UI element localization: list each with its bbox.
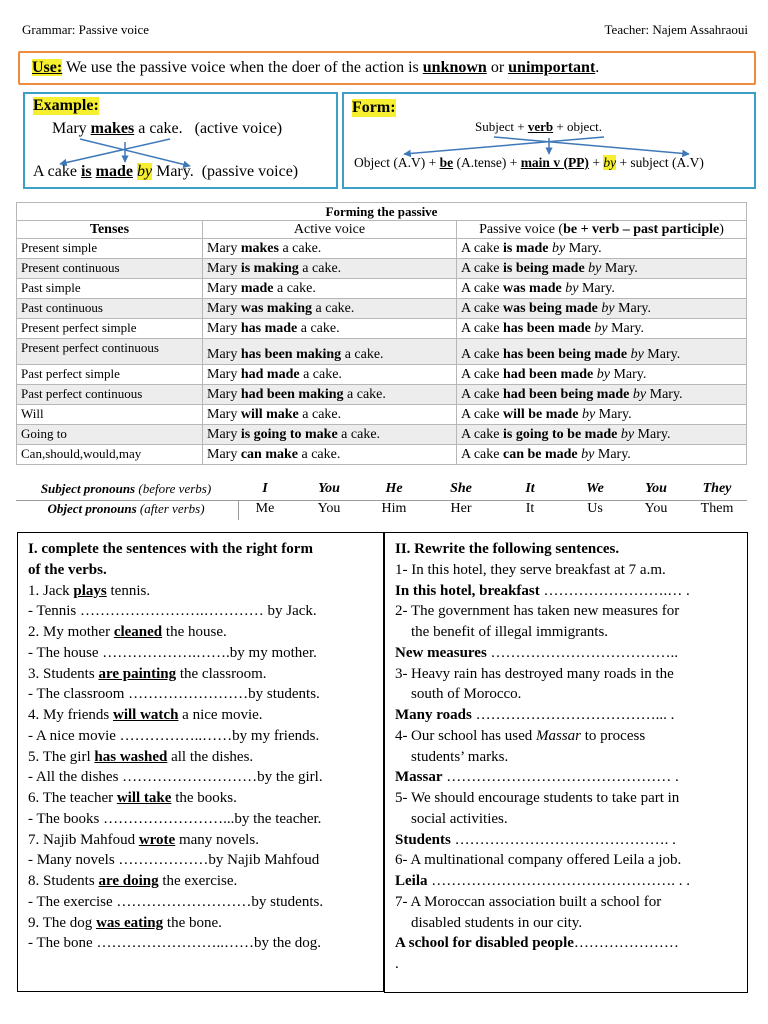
tense-name: Past simple	[17, 279, 203, 299]
tense-name: Can,should,would,may	[17, 445, 203, 465]
passive-verb: had been being made	[502, 387, 630, 402]
sentence-end: a nice movie.	[182, 707, 263, 723]
sentence-start: 2. My mother	[28, 624, 111, 640]
exercise-2-answer-line[interactable]	[395, 643, 747, 664]
exercise-2-sentence	[395, 664, 747, 685]
passive-by: by	[594, 321, 608, 336]
table-row	[17, 365, 747, 385]
table-row	[17, 339, 747, 365]
subject-pronouns-label: Subject pronouns (before verbs)	[40, 481, 212, 496]
active-example	[203, 239, 457, 259]
answer-prompt: Massar	[395, 769, 443, 786]
sentence-text: Heavy rain has destroyed many roads in the	[411, 665, 674, 682]
passive-verb: is being made	[502, 261, 585, 276]
example-arrows	[25, 94, 340, 191]
sentence-start: 6. The teacher	[28, 790, 114, 806]
example-passive-be: is	[80, 163, 92, 180]
object-pronoun: Him	[381, 501, 407, 516]
exercise-1-answer-line[interactable]: - The house ……………….…….by my mother.	[28, 644, 317, 661]
exercise-1-sentence	[28, 622, 383, 643]
passive-verb: had been made	[502, 367, 594, 382]
sentence-start: 7. Najib Mahfoud	[28, 831, 136, 848]
sentence-verb: will watch	[113, 707, 179, 723]
passive-verb: was made	[502, 281, 562, 296]
object-pronouns-row	[16, 500, 747, 519]
table-caption: Forming the passive	[17, 203, 747, 221]
exercise-1-title-cont: of the verbs.	[28, 561, 107, 578]
exercise-1-sentence	[28, 705, 383, 726]
subject-pronoun: We	[586, 481, 604, 496]
tense-name: Present perfect simple	[17, 319, 203, 339]
sentence-text-start: Our school has used	[411, 727, 536, 744]
answer-blank[interactable]: ………………………………..	[486, 644, 679, 661]
passive-subject: A cake	[461, 281, 500, 296]
table-header-tenses: Tenses	[17, 221, 203, 239]
active-subject: Mary	[207, 281, 238, 296]
active-object: a cake.	[347, 387, 386, 402]
example-passive-participle: made	[95, 163, 133, 180]
exercise-2-sentence	[395, 601, 747, 622]
arrow-form-object	[404, 137, 604, 154]
answer-blank[interactable]: ……………………………………… .	[442, 769, 679, 786]
sentence-start: 8. Students	[28, 873, 95, 889]
table-row	[17, 445, 747, 465]
subject-pronoun: It	[525, 481, 535, 496]
exercise-1-sentence	[28, 871, 383, 892]
table-row	[17, 425, 747, 445]
exercise-1-title: I. complete the sentences with the right form	[28, 541, 313, 557]
sentence-text-italic: Massar	[535, 727, 581, 744]
passive-agent: Mary.	[568, 241, 602, 256]
table-row	[17, 319, 747, 339]
answer-blank[interactable]: …………………….… .	[539, 582, 690, 599]
sentence-start: 9. The dog	[28, 914, 93, 931]
object-pronoun: Us	[587, 501, 603, 516]
sentence-end: the bone.	[166, 914, 222, 931]
active-subject: Mary	[207, 407, 238, 422]
answer-prompt: Leila	[395, 873, 428, 889]
sentence-verb: was eating	[96, 914, 164, 931]
subject-pronoun: They	[702, 481, 732, 496]
active-example	[203, 385, 457, 405]
passive-subject: A cake	[461, 261, 500, 276]
table-row	[17, 279, 747, 299]
exercise-2-sentence: 7- A Moroccan association built a school for	[395, 893, 662, 910]
active-object: a cake.	[301, 447, 341, 462]
sentence-verb: cleaned	[113, 624, 163, 640]
sentence-start: 3. Students	[28, 665, 95, 682]
example-active-subject: Mary	[52, 120, 87, 137]
passive-by: by	[581, 447, 595, 462]
answer-blank[interactable]: ……………………………………. .	[450, 831, 676, 848]
subject-pronouns-row	[16, 481, 747, 500]
exercise-2-sentence: 1- In this hotel, they serve breakfast at 7 a.m.	[395, 561, 666, 578]
answer-blank[interactable]: …………………	[573, 935, 679, 952]
sentence-text	[411, 726, 645, 747]
active-verb: made	[240, 281, 274, 296]
sentence-verb: are painting	[98, 665, 177, 682]
exercise-1-sentence	[28, 581, 383, 602]
passive-verb: has been made	[502, 321, 591, 336]
exercise-1-answer-line[interactable]: - The classroom ……………………by students.	[28, 686, 320, 703]
passive-agent: Mary.	[647, 347, 681, 362]
form-verb: verb	[527, 119, 554, 134]
exercise-1-sentence	[28, 913, 383, 934]
sentence-end: many novels.	[178, 831, 259, 848]
passive-verb: is going to be made	[502, 427, 618, 442]
subject-pronoun: You	[318, 481, 340, 496]
passive-by: by	[620, 427, 635, 442]
active-verb: is making	[240, 261, 299, 276]
exercise-2-box	[384, 532, 748, 993]
item-number: 5-	[395, 790, 408, 806]
table-row	[17, 405, 747, 425]
object-pronouns-label: Object pronouns (after verbs)	[47, 501, 205, 516]
active-object: a cake.	[300, 321, 340, 336]
exercise-1-answer-line[interactable]: - The exercise ………………………by students.	[28, 893, 324, 910]
passive-by: by	[630, 347, 644, 362]
form-main-verb: main v (PP)	[520, 155, 589, 170]
table-header-active: Active voice	[203, 221, 457, 239]
object-pronoun: Them	[700, 501, 734, 516]
example-box	[23, 92, 338, 189]
form-arrows	[344, 94, 758, 191]
passive-subject: A cake	[461, 387, 500, 402]
active-object: a cake.	[282, 241, 322, 256]
active-object: a cake.	[302, 407, 342, 422]
form-title: Form:	[352, 99, 396, 116]
use-word-unknown: unknown	[422, 59, 487, 76]
exercise-2-title: II. Rewrite the following sentences.	[395, 541, 620, 557]
form-passive-subject: + subject (A.V)	[619, 155, 704, 170]
passive-subject: A cake	[461, 427, 500, 442]
answer-prompt: Many roads	[395, 707, 472, 723]
active-object: a cake.	[277, 281, 316, 296]
use-text-1: We use the passive voice when the doer of the action is	[65, 59, 419, 76]
object-pronoun: Me	[255, 501, 275, 516]
active-example	[203, 339, 457, 365]
form-tense: (A.tense) +	[456, 155, 518, 170]
sentence-end: all the dishes.	[171, 748, 254, 765]
exercise-1-answer-line[interactable]: - All the dishes ………………………by the girl.	[28, 769, 323, 786]
passive-by: by	[551, 241, 566, 256]
passive-example	[457, 365, 747, 385]
example-active-note: (active voice)	[194, 120, 283, 137]
tense-name: Past perfect continuous	[17, 385, 203, 405]
sentence-verb: are doing	[98, 873, 159, 889]
passive-by: by	[601, 301, 615, 316]
item-number: 4-	[395, 727, 408, 744]
active-verb: had been making	[240, 387, 344, 402]
active-subject: Mary	[207, 321, 238, 336]
exercise-2-answer-line[interactable]	[395, 705, 747, 726]
form-subject: Subject +	[475, 119, 525, 134]
sentence-end: the house.	[165, 624, 227, 640]
use-box	[18, 51, 756, 85]
active-object: a cake.	[303, 367, 342, 382]
example-passive-note: (passive voice)	[201, 163, 299, 180]
active-example	[203, 445, 457, 465]
table-row	[17, 299, 747, 319]
item-number: 2-	[395, 603, 408, 620]
exercise-1-sentence	[28, 664, 383, 685]
use-label: Use:	[32, 59, 63, 76]
exercise-2-answer-line[interactable]	[395, 830, 747, 851]
exercise-2-sentence-cont: the benefit of illegal immigrants.	[411, 624, 609, 640]
passive-subject: A cake	[461, 301, 500, 316]
active-example	[203, 405, 457, 425]
object-pronoun: You	[644, 501, 668, 516]
passive-subject: A cake	[461, 347, 500, 362]
table-row	[17, 259, 747, 279]
item-number: 3-	[395, 665, 408, 682]
active-object: a cake.	[302, 261, 342, 276]
answer-prompt: Students	[395, 831, 451, 848]
sentence-verb: wrote	[138, 831, 176, 848]
use-word-unimportant: unimportant	[508, 59, 596, 76]
passive-agent: Mary.	[597, 447, 631, 462]
active-subject: Mary	[207, 261, 238, 276]
tense-name: Going to	[17, 425, 203, 445]
exercise-1-sentence	[28, 830, 383, 851]
tense-name: Present perfect continuous	[17, 339, 203, 365]
exercise-2-sentence-cont: students’ marks.	[411, 748, 509, 765]
use-text-3: .	[595, 59, 600, 76]
active-example	[203, 319, 457, 339]
exercise-2-sentence	[395, 788, 747, 809]
passive-agent: Mary.	[649, 387, 683, 402]
subject-pronoun: She	[450, 481, 472, 496]
tense-name: Present simple	[17, 239, 203, 259]
passive-subject: A cake	[461, 367, 500, 382]
answer-prompt: New measures	[395, 644, 487, 661]
active-object: a cake.	[341, 427, 381, 442]
subject-pronoun: You	[645, 481, 667, 496]
passive-by: by	[596, 367, 610, 382]
passive-agent: Mary.	[637, 427, 671, 442]
active-subject: Mary	[207, 347, 238, 362]
passive-by: by	[565, 281, 579, 296]
arrow-subject-to-agent	[80, 139, 190, 166]
passive-example	[457, 299, 747, 319]
active-verb: has made	[240, 321, 298, 336]
pronouns-table	[16, 481, 747, 519]
exercise-1-answer-line[interactable]: - A nice movie ……………..……by my friends.	[28, 727, 320, 744]
passive-example	[457, 319, 747, 339]
answer-prompt: In this hotel, breakfast	[395, 582, 540, 599]
active-subject: Mary	[207, 301, 238, 316]
exercise-2-sentence: 6- A multinational company offered Leila a job.	[395, 852, 682, 869]
active-object: a cake.	[344, 347, 384, 362]
active-verb: has been making	[240, 347, 342, 362]
passive-verb: will be made	[502, 407, 579, 422]
active-example	[203, 365, 457, 385]
exercise-1-answer-line[interactable]: - The books ……………………...by the teacher.	[28, 810, 322, 827]
table-header-passive: Passive voice (be + verb – past participle)	[457, 221, 747, 239]
passive-verb: was being made	[502, 301, 598, 316]
sentence-text: We should encourage students to take part in	[411, 790, 680, 806]
active-verb: will make	[240, 407, 299, 422]
exercise-2-sentence	[395, 726, 747, 747]
passive-agent: Mary.	[581, 281, 615, 296]
form-passive-object: Object (A.V) +	[354, 155, 437, 170]
exercise-2-sentence-cont: social activities.	[411, 810, 508, 827]
active-subject: Mary	[207, 387, 238, 402]
object-pronoun: It	[525, 501, 535, 516]
active-verb: can make	[240, 447, 298, 462]
exercise-2-answer-line[interactable]	[395, 871, 747, 892]
sentence-verb: has washed	[94, 748, 168, 765]
sentence-start: 5. The girl	[28, 748, 91, 765]
active-subject: Mary	[207, 427, 238, 442]
passive-example	[457, 259, 747, 279]
active-verb: makes	[240, 241, 279, 256]
arrow-form-subject	[494, 137, 689, 154]
worksheet-subject: Grammar: Passive voice	[22, 22, 150, 37]
exercise-1-sentence	[28, 747, 383, 768]
tense-name: Present continuous	[17, 259, 203, 279]
form-box	[342, 92, 756, 189]
passive-forms-table	[16, 202, 747, 465]
table-row	[17, 385, 747, 405]
arrow-object-to-subject	[60, 139, 170, 164]
form-object: + object.	[556, 119, 602, 134]
teacher-name: Teacher: Najem Assahraoui	[604, 22, 748, 37]
answer-prompt: A school for disabled people	[395, 935, 574, 952]
passive-subject: A cake	[461, 241, 500, 256]
sentence-text-end: to process	[581, 727, 646, 744]
active-example	[203, 279, 457, 299]
active-example	[203, 299, 457, 319]
passive-example	[457, 405, 747, 425]
active-verb: had made	[240, 367, 300, 382]
sentence-text: The government has taken new measures for	[411, 603, 680, 620]
passive-agent: Mary.	[611, 321, 645, 336]
object-pronoun: Her	[450, 501, 472, 516]
example-passive-agent: Mary.	[156, 163, 194, 180]
passive-subject: A cake	[461, 407, 500, 422]
example-active-verb: makes	[90, 120, 135, 137]
active-example	[203, 259, 457, 279]
form-by: by	[603, 155, 617, 170]
exercise-2-sentence: .	[395, 956, 399, 972]
active-verb: is going to make	[240, 427, 338, 442]
use-text-2: or	[490, 59, 505, 76]
active-subject: Mary	[207, 241, 238, 256]
active-subject: Mary	[207, 447, 238, 462]
exercise-2-sentence-cont: disabled students in our city.	[411, 914, 583, 931]
subject-pronoun: He	[385, 481, 403, 496]
table-row	[17, 239, 747, 259]
exercise-1-answer-line[interactable]: - The bone ……………………..……by the dog.	[28, 935, 322, 952]
exercise-2-answer-line[interactable]	[395, 933, 747, 954]
sentence-start: 1. Jack	[28, 582, 70, 599]
exercise-1-sentence	[28, 788, 383, 809]
exercise-1-box	[17, 532, 384, 992]
exercise-2-sentence-cont: south of Morocco.	[411, 686, 522, 703]
answer-blank[interactable]: …………………………………………. . .	[427, 873, 690, 889]
example-active-object: a cake.	[138, 120, 183, 137]
tense-name: Past perfect simple	[17, 365, 203, 385]
passive-verb: has been being made	[502, 347, 628, 362]
passive-subject: A cake	[461, 321, 500, 336]
answer-blank[interactable]: ………………………………... .	[471, 707, 675, 723]
example-title: Example:	[33, 97, 99, 114]
object-pronoun: You	[317, 501, 341, 516]
passive-agent: Mary.	[598, 407, 632, 422]
passive-example	[457, 425, 747, 445]
sentence-verb: will take	[116, 790, 172, 806]
tense-name: Will	[17, 405, 203, 425]
passive-agent: Mary.	[604, 261, 638, 276]
passive-subject: A cake	[461, 447, 500, 462]
sentence-verb: plays	[73, 582, 107, 599]
active-verb: was making	[240, 301, 313, 316]
subject-pronoun: I	[262, 481, 268, 496]
exercise-2-answer-line[interactable]	[395, 581, 747, 602]
exercise-2-answer-line[interactable]	[395, 767, 747, 788]
example-passive-subject: A cake	[33, 163, 77, 180]
sentence-start: 4. My friends	[28, 707, 110, 723]
sentence-end: the classroom.	[179, 665, 267, 682]
exercise-1-answer-line[interactable]: - Many novels ………………by Najib Mahfoud	[28, 852, 320, 869]
passive-by: by	[632, 387, 647, 402]
table-body	[17, 239, 747, 465]
passive-verb: is made	[502, 241, 549, 256]
passive-example	[457, 339, 747, 365]
active-object: a cake.	[315, 301, 355, 316]
sentence-end: the exercise.	[162, 873, 238, 889]
form-be: be	[439, 155, 454, 170]
form-plus: +	[592, 155, 600, 170]
sentence-end: tennis.	[110, 582, 151, 599]
active-subject: Mary	[207, 367, 238, 382]
passive-example	[457, 279, 747, 299]
passive-verb: can be made	[502, 447, 578, 462]
sentence-end: the books.	[175, 790, 237, 806]
passive-agent: Mary.	[613, 367, 647, 382]
active-example	[203, 425, 457, 445]
example-passive-by: by	[136, 163, 153, 180]
passive-example	[457, 445, 747, 465]
passive-example	[457, 385, 747, 405]
passive-by: by	[588, 261, 602, 276]
passive-example	[457, 239, 747, 259]
passive-agent: Mary.	[618, 301, 652, 316]
exercise-1-answer-line[interactable]: - Tennis …………………….………… by Jack.	[28, 603, 317, 620]
tense-name: Past continuous	[17, 299, 203, 319]
passive-by: by	[581, 407, 596, 422]
